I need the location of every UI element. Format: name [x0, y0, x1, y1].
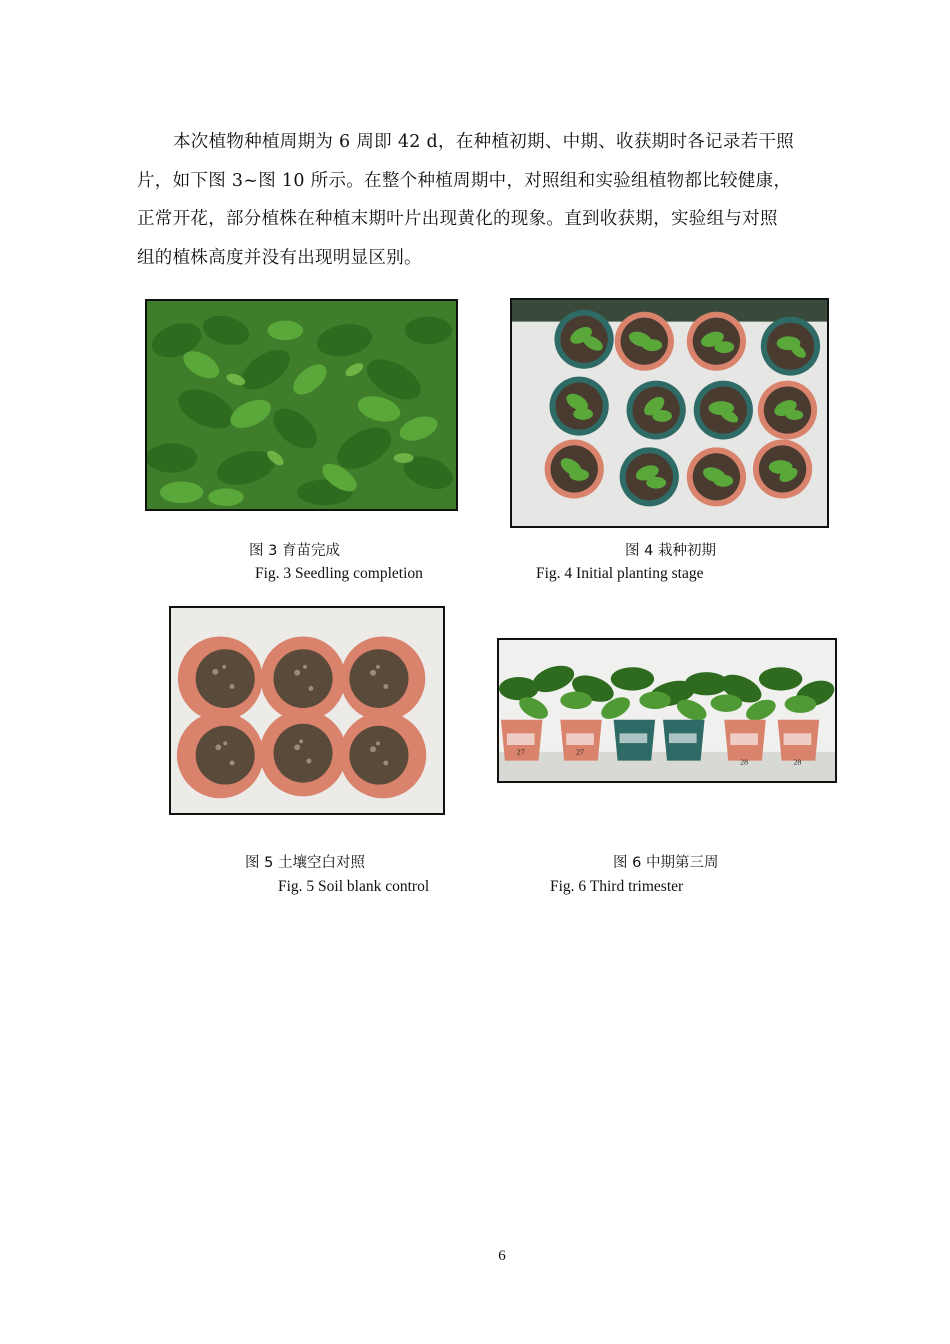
figure-seedlings-photo	[145, 299, 458, 511]
figure-6-caption-en: Fig. 6 Third trimester	[550, 878, 684, 895]
figure-third-trimester-photo	[497, 638, 837, 783]
figure-5-caption-cn: 图 5 土壤空白对照	[245, 855, 365, 871]
figure-4-caption-en: Fig. 4 Initial planting stage	[536, 565, 704, 582]
pot-label: 28	[740, 757, 749, 767]
paragraph-line-2: 片，如下图 3~图 10 所示。在整个种植周期中，对照组和实验组植物都比较健康，	[137, 170, 792, 191]
pot-label: 27	[516, 747, 525, 757]
figure-4-caption-cn: 图 4 栽种初期	[625, 543, 716, 559]
figure-5-caption-en: Fig. 5 Soil blank control	[278, 878, 430, 895]
body-paragraph	[137, 123, 827, 277]
figure-6-caption-cn: 图 6 中期第三周	[613, 855, 719, 871]
page-number: 6	[498, 1248, 506, 1264]
pot-label: 27	[576, 747, 584, 757]
figure-3-caption-cn: 图 3 育苗完成	[249, 543, 340, 559]
paragraph-line-1: 本次植物种植周期为 6 周即 42 d，在种植初期、中期、收获期时各记录若干照	[173, 132, 795, 152]
paragraph-line-4: 组的植株高度并没有出现明显区别。	[137, 247, 422, 268]
figure-3-caption-en: Fig. 3 Seedling completion	[255, 565, 423, 582]
figure-initial-planting-photo	[510, 298, 829, 528]
paragraph-line-3: 正常开花，部分植株在种植末期叶片出现黄化的现象。直到收获期，实验组与对照	[137, 209, 778, 229]
figure-soil-blank-photo	[169, 606, 445, 815]
pot-label: 28	[793, 757, 802, 767]
